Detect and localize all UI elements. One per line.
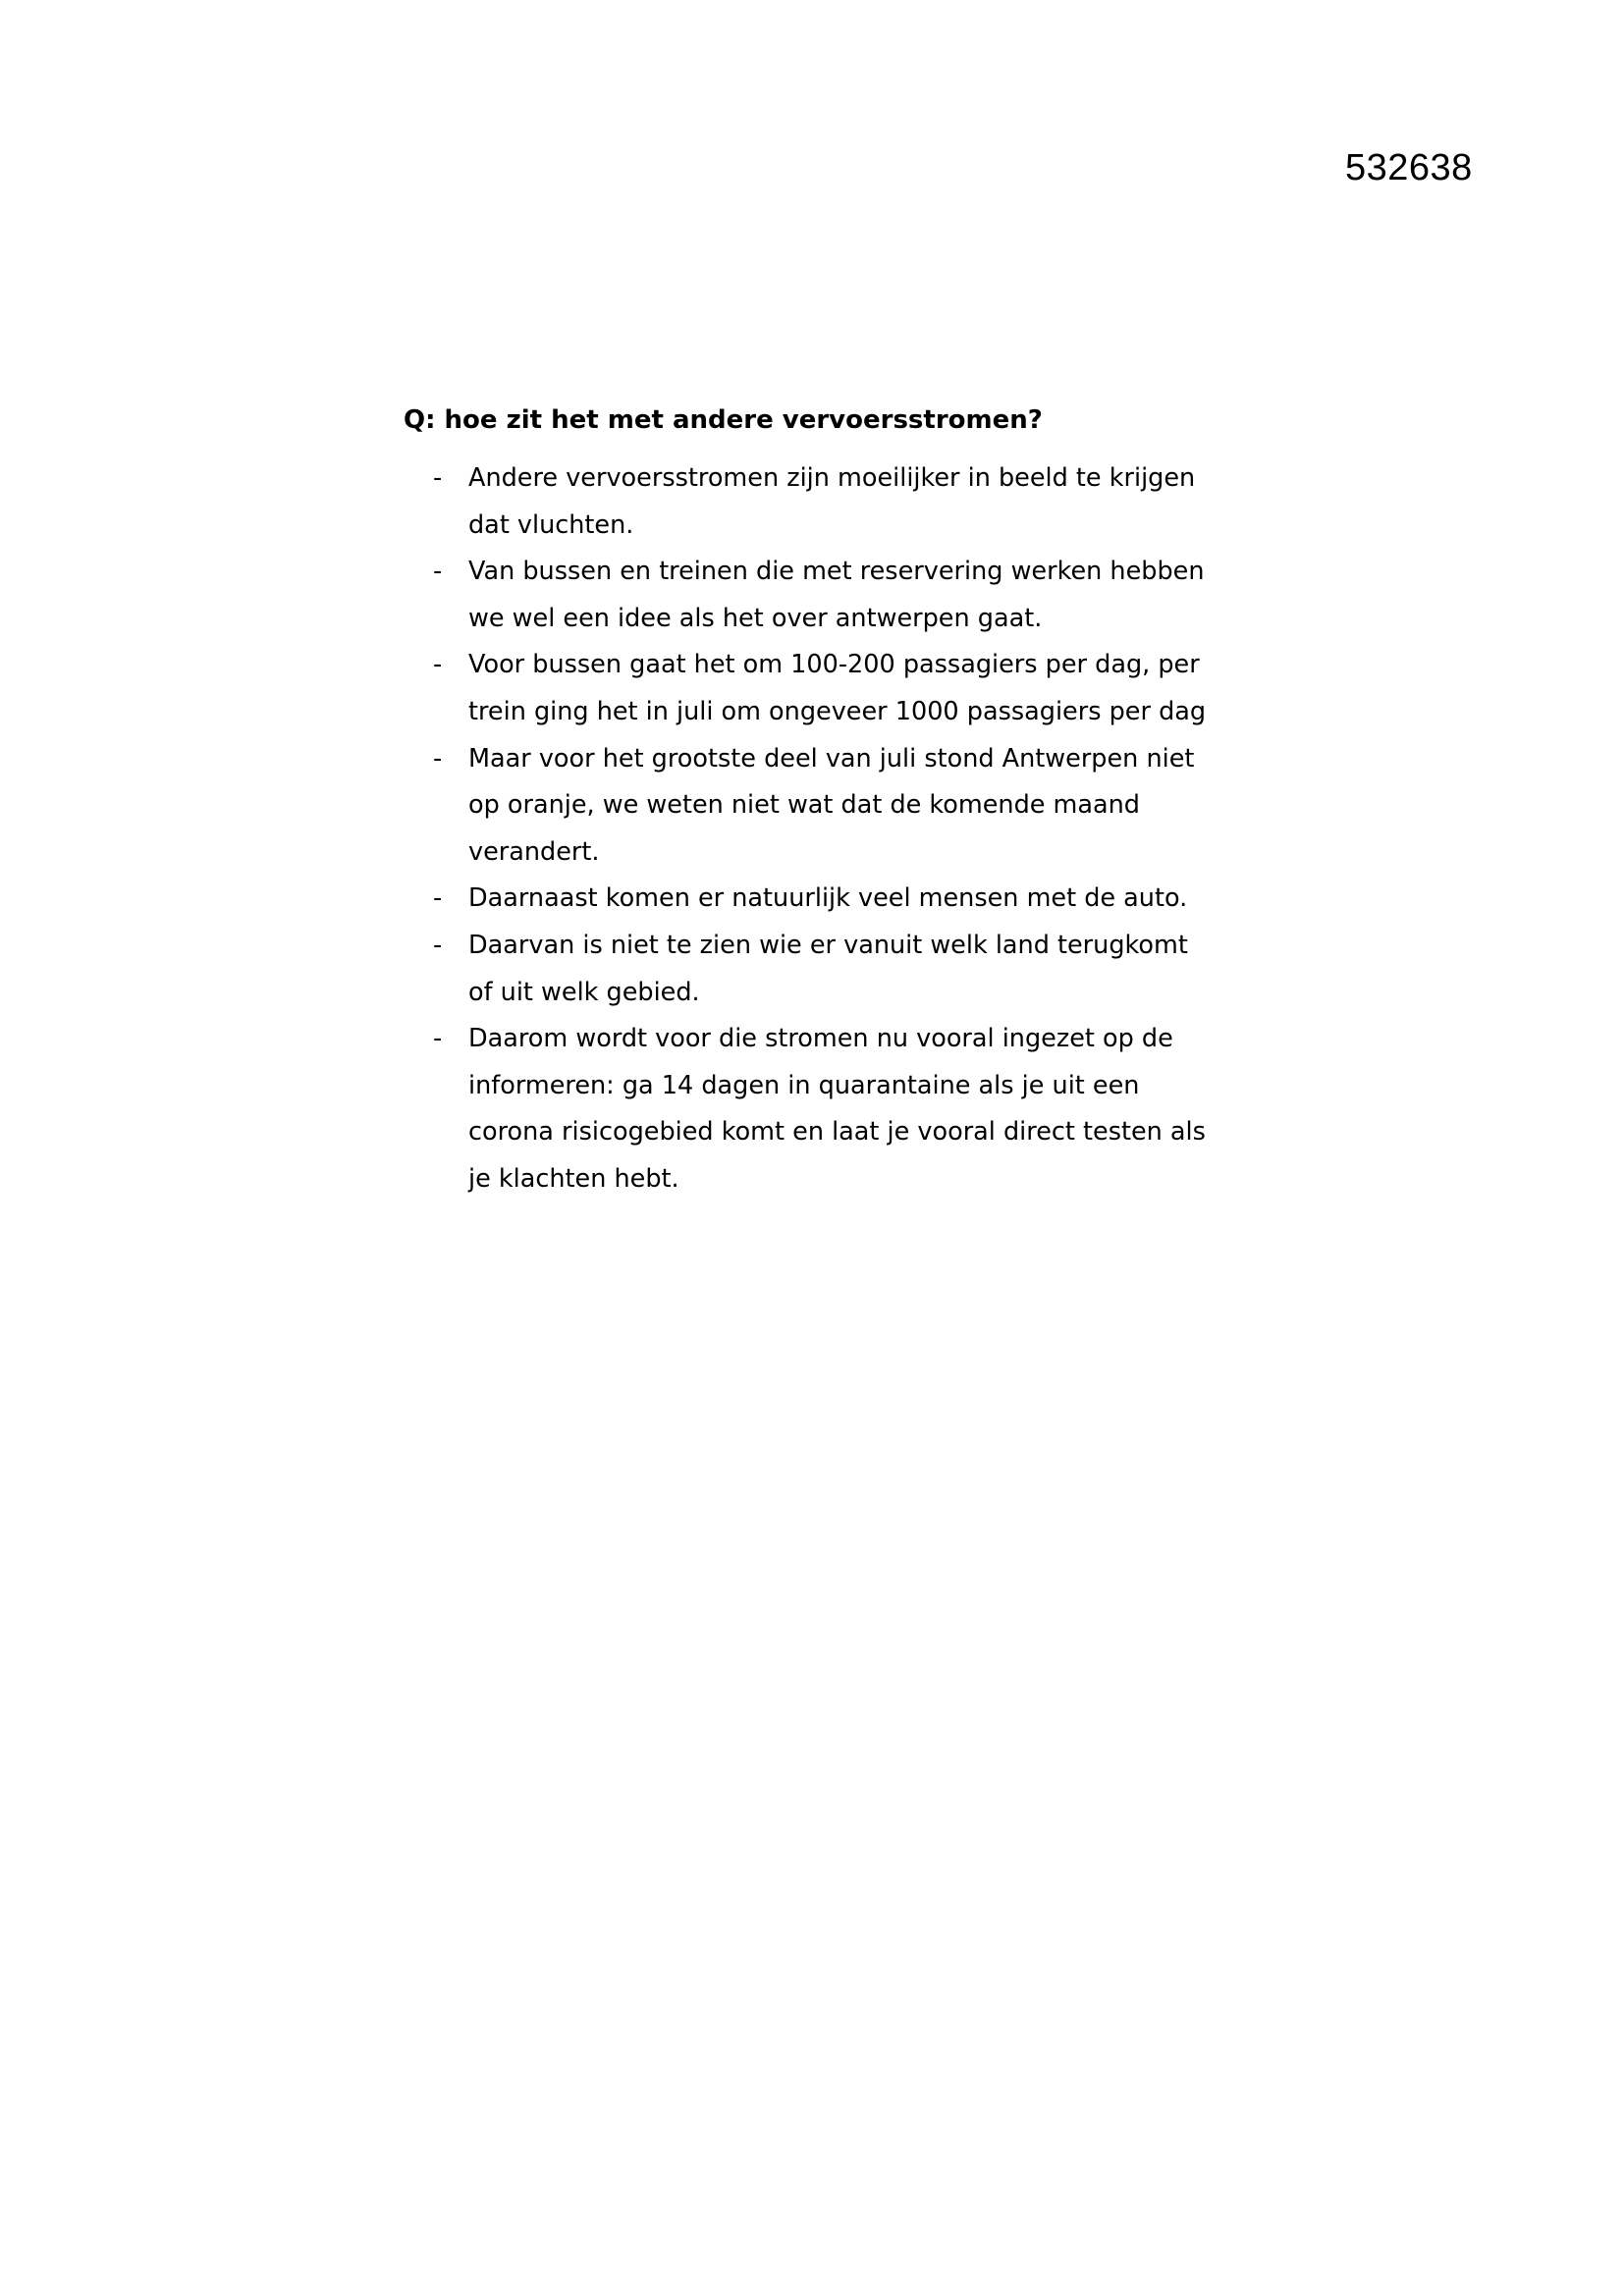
list-item [433, 876, 1238, 923]
list-item [433, 736, 1238, 877]
bullet-dash: - [433, 463, 443, 493]
answer-line: Maar voor het grootste deel van juli stond Antwerpen niet [468, 743, 1195, 774]
bullet-dash: - [433, 1024, 443, 1054]
list-item [433, 923, 1238, 1016]
answer-line: Daarnaast komen er natuurlijk veel mensen met de auto. [468, 883, 1188, 914]
bullet-dash: - [433, 557, 443, 587]
question-heading: Q: hoe zit het met andere vervoersstromen? [404, 405, 1043, 435]
bullet-dash: - [433, 743, 443, 774]
answer-line: op oranje, we weten niet wat dat de komende maand [468, 790, 1140, 821]
answer-line: informeren: ga 14 dagen in quarantaine als je uit een [468, 1070, 1140, 1100]
list-item [433, 1016, 1238, 1202]
answer-line: Voor bussen gaat het om 100-200 passagiers per dag, per [468, 650, 1200, 680]
answer-line: je klachten hebt. [468, 1163, 679, 1194]
answer-line: of uit welk gebied. [468, 977, 700, 1007]
answer-line: dat vluchten. [468, 509, 634, 540]
answer-line: verandert. [468, 836, 600, 867]
list-item [433, 455, 1238, 549]
answer-line: we wel een idee als het over antwerpen gaat. [468, 603, 1043, 633]
document-number: 532638 [1345, 147, 1473, 188]
list-item [433, 549, 1238, 642]
answer-line: Andere vervoersstromen zijn moeilijker in beeld te krijgen [468, 463, 1196, 493]
answer-line: corona risicogebied komt en laat je vooral direct testen als [468, 1117, 1206, 1148]
answer-line: trein ging het in juli om ongeveer 1000 passagiers per dag [468, 696, 1207, 726]
list-item [433, 642, 1238, 735]
answer-line: Daarvan is niet te zien wie er vanuit welk land terugkomt [468, 930, 1188, 960]
answer-line: Van bussen en treinen die met reservering werken hebben [468, 557, 1205, 587]
answer-line: Daarom wordt voor die stromen nu vooral ingezet op de [468, 1024, 1173, 1054]
bullet-dash: - [433, 930, 443, 960]
bullet-dash: - [433, 883, 443, 914]
answer-list [433, 455, 1238, 1203]
bullet-dash: - [433, 650, 443, 680]
